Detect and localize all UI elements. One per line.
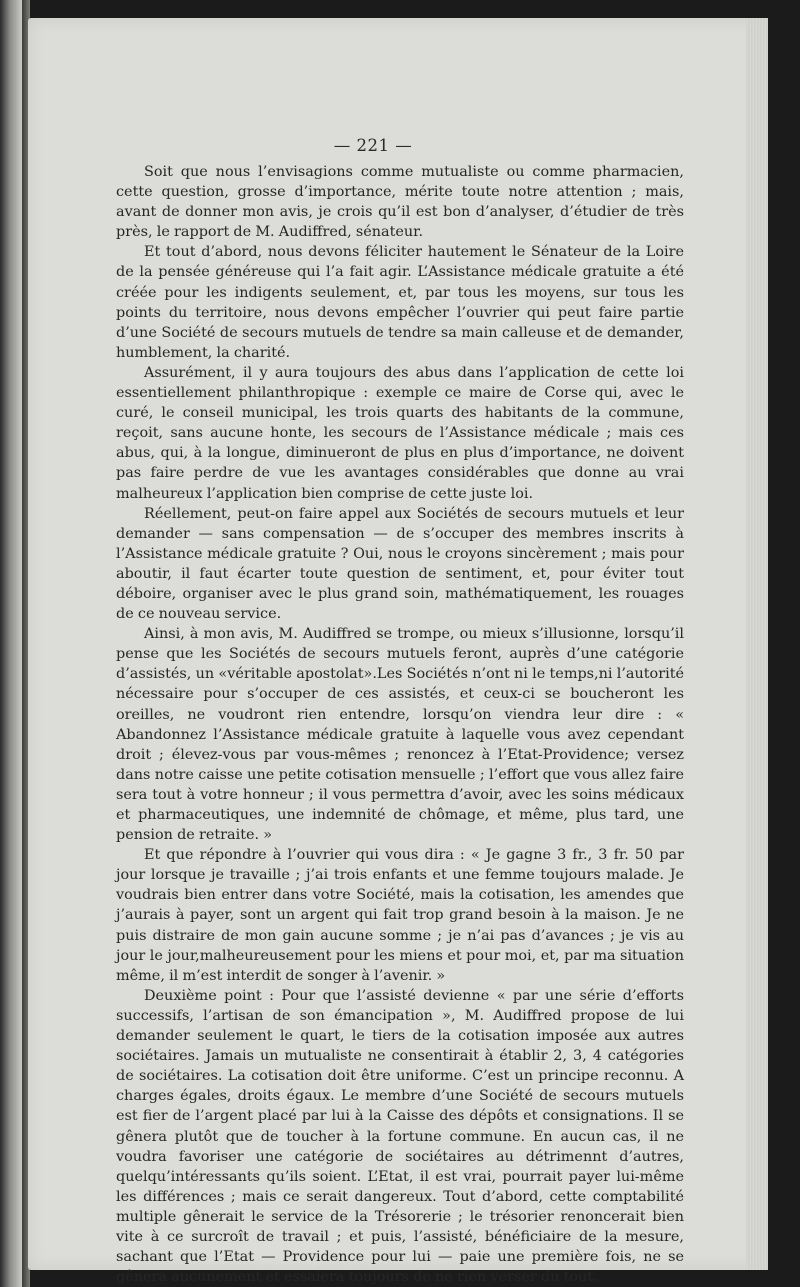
paragraph-3: Assurément, il y aura toujours des abus dans l’application de cette loi essentiellement philanthropique : exemple ce maire de Corse qui, avec le curé, le conseil municipal, les trois quarts des habitants de la commune, reçoit, sans aucune honte, les secours de l’Assistance médicale ; mais ces abus, qui, à la longue, diminueront de plus en plus d’importance, ne doivent pas faire perdre de vue les avantages considérables que donne au vrai malheureux l’application bien comprise de cette juste loi. (116, 364, 684, 502)
book-page (28, 18, 768, 1286)
paragraph-4: Réellement, peut-on faire appel aux Sociétés de secours mutuels et leur demander — sans compensation — de s’occuper des membres inscrits à l’Assistance médicale gratuite ? Oui, nous le croyons sincèrement ; mais pour aboutir, il faut écarter toute question de sentiment, et, pour éviter tout déboire, organiser avec le plus grand soin, mathématiquement, les rouages de ce nouveau service. (116, 505, 684, 623)
facing-page-edge (0, 0, 22, 1287)
paragraph-2: Et tout d’abord, nous devons féliciter hautement le Sénateur de la Loire de la pensée généreuse qui l’a fait agir. L’Assistance médicale gratuite a été créée pour les indigents seulement, et, par tous les moyens, sur tous les points du territoire, nous devons empêcher l’ouvrier qui peut faire partie d’une Société de secours mutuels de tendre sa main calleuse et de demander, humblement, la charité. (116, 244, 684, 361)
body-text (116, 162, 684, 1287)
page-number: — 221 — (333, 136, 413, 155)
paragraph-6: Et que répondre à l’ouvrier qui vous dira : « Je gagne 3 fr., 3 fr. 50 par jour lorsque je travaille ; j’ai trois enfants et une femme toujours malade. Je voudrais bien entrer dans votre Société, mais la cotisation, les amendes que j’aurais à payer, sont un argent qui fait trop grand besoin à la maison. Je ne puis distraire de mon gain aucune somme ; je n’ai pas d’avances ; je vis au jour le jour,malheureusement pour les miens et pour moi, et, par ma situation même, il m’est interdit de songer à l’avenir. » (116, 847, 684, 984)
paragraph-1: Soit que nous l’envisagions comme mutualiste ou comme pharmacien, cette question, grosse d’importance, mérite toute notre attention ; mais, avant de donner mon avis, je crois qu’il est bon d’analyser, d’étudier de très près, le rapport de M. Audiffred, sénateur. (116, 164, 684, 241)
paragraph-5: Ainsi, à mon avis, M. Audiffred se trompe, ou mieux s’illusionne, lorsqu’il pense que les Sociétés de secours mutuels feront, auprès d’une catégorie d’assistés, un «véritable apostolat».Les Sociétés n’ont ni le temps,ni l’autorité nécessaire pour s’occuper de ces assistés, et ceux-ci se boucheront les oreilles, ne voudront rien entendre, lorsqu’on viendra leur dire : « Abandonnez l’Assistance médicale gratuite à laquelle vous avez cependant droit ; élevez-vous par vous-mêmes ; renoncez à l’Etat-Providence; versez dans notre caisse une petite cotisation mensuelle ; l’effort que vous allez faire sera tout à votre honneur ; il vous permettra d’avoir, avec les soins médicaux et pharmaceutiques, une indemnité de chômage, et même, plus tard, une pension de retraite. » (116, 626, 684, 844)
paragraph-7: Deuxième point : Pour que l’assisté devienne « par une série d’efforts successifs, l’artisan de son émancipation », M. Audiffred propose de lui demander seulement le quart, le tiers de la cotisation imposée aux autres sociétaires. Jamais un mutualiste ne consentirait à établir 2, 3, 4 catégories de sociétaires. La cotisation doit être uniforme. C’est un principe reconnu. A charges égales, droits égaux. Le membre d’une Société de secours mutuels est fier de l’argent placé par lui à la Caisse des dépôts et consignations. Il se gênera plutôt que de toucher à la fortune commune. En aucun cas, il ne voudra favoriser une catégorie de sociétaires au détrimennt d’autres, quelqu’intéressants qu’ils soient. L’Etat, il est vrai, pourrait payer lui-même les différences ; mais ce serait dangereux. Tout d’abord, cette comptabilité multiple gênerait le service de la Trésorerie ; le trésorier renoncerait bien vite à ce surcroît de travail ; et puis, l’assisté, bénéficiaire de la mesure, sachant que l’Etat — Providence pour lui — paie une première fois, ne se gênera aucunement et essaiera toujours de ne rien verser du tout. (116, 987, 684, 1286)
page-stack-edge (746, 18, 768, 1270)
